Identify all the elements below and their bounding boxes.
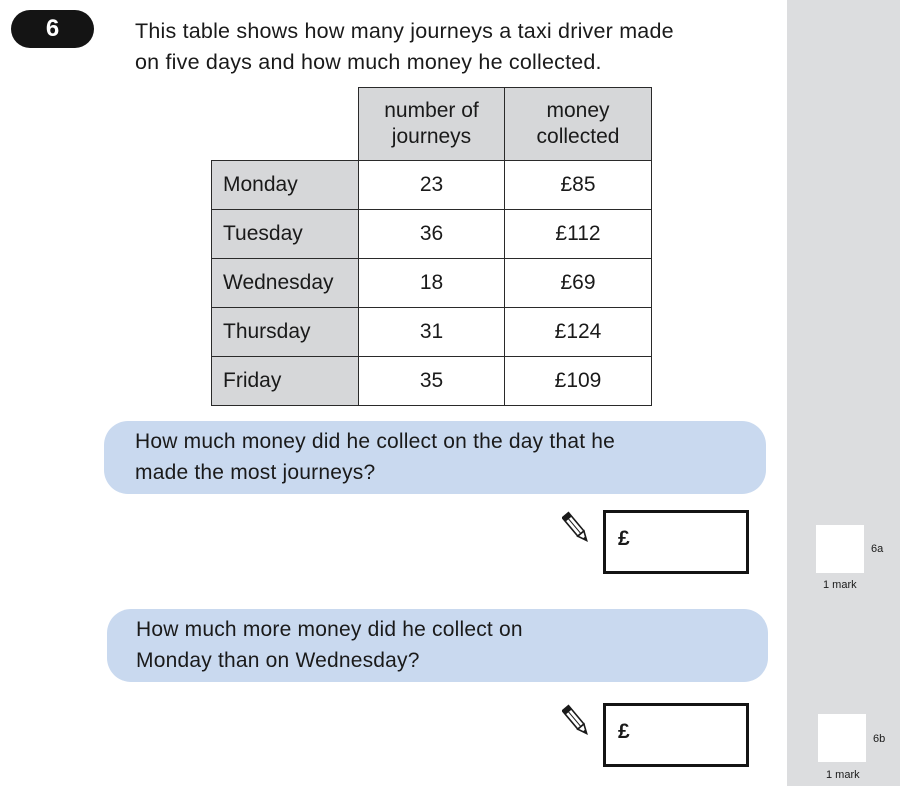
row-header-day: Wednesday xyxy=(211,258,359,308)
mark-label-6a: 1 mark xyxy=(823,579,857,591)
question-part-a xyxy=(104,421,766,494)
cell-money: £124 xyxy=(504,307,652,357)
column-header-journeys xyxy=(358,87,505,161)
cell-journeys: 18 xyxy=(358,258,505,308)
answer-box-6a[interactable] xyxy=(603,510,749,574)
mark-box-6a xyxy=(816,525,864,573)
question-number-badge: 6 xyxy=(11,10,94,48)
cell-money: £85 xyxy=(504,160,652,210)
question-intro xyxy=(135,16,775,78)
marking-margin xyxy=(787,0,900,786)
column-header-money xyxy=(504,87,652,161)
pound-sign: £ xyxy=(618,527,630,550)
header-line: number of xyxy=(384,99,479,122)
intro-line: This table shows how many journeys a taxi driver made xyxy=(135,19,674,43)
question-line: How much more money did he collect on xyxy=(136,618,523,641)
cell-journeys: 35 xyxy=(358,356,505,406)
mark-label-6b: 1 mark xyxy=(826,769,860,781)
cell-journeys: 31 xyxy=(358,307,505,357)
question-part-b xyxy=(107,609,768,682)
row-header-day: Friday xyxy=(211,356,359,406)
mark-id-6a: 6a xyxy=(871,543,884,555)
cell-money: £112 xyxy=(504,209,652,259)
question-line: Monday than on Wednesday? xyxy=(136,649,420,672)
header-line: money xyxy=(546,99,610,122)
mark-box-6b xyxy=(818,714,866,762)
header-line: collected xyxy=(536,125,620,148)
header-line: journeys xyxy=(391,125,472,148)
cell-journeys: 36 xyxy=(358,209,505,259)
row-header-day: Monday xyxy=(211,160,359,210)
question-line: How much money did he collect on the day that he xyxy=(135,430,616,453)
pencil-icon xyxy=(562,509,592,549)
pound-sign: £ xyxy=(618,720,630,743)
intro-line: on five days and how much money he collected. xyxy=(135,50,602,74)
answer-box-6b[interactable] xyxy=(603,703,749,767)
row-header-day: Tuesday xyxy=(211,209,359,259)
row-header-day: Thursday xyxy=(211,307,359,357)
cell-money: £109 xyxy=(504,356,652,406)
cell-money: £69 xyxy=(504,258,652,308)
mark-id-6b: 6b xyxy=(873,733,886,745)
pencil-icon xyxy=(562,702,592,742)
question-line: made the most journeys? xyxy=(135,461,376,484)
cell-journeys: 23 xyxy=(358,160,505,210)
